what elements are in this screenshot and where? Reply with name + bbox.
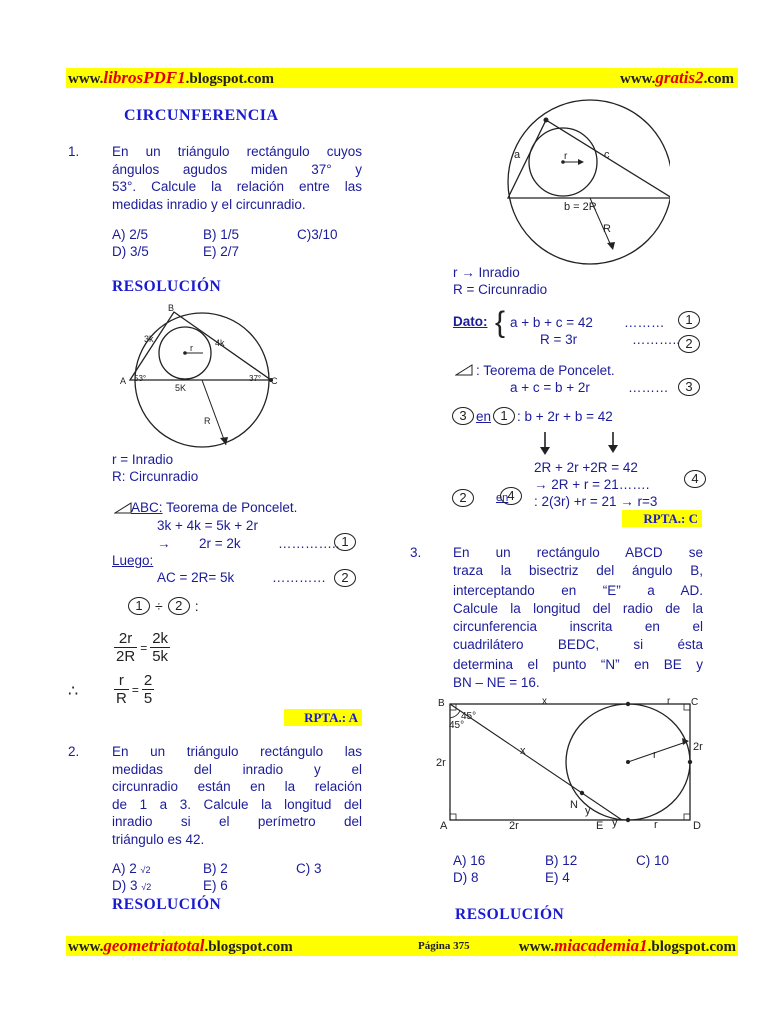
problem3-line: determina el punto “N” en BE y xyxy=(453,657,703,672)
problem1-option-b: B) 1/5 xyxy=(203,227,240,242)
fig3-label: x xyxy=(520,745,526,757)
fig3-label: x xyxy=(542,696,547,707)
problem3-option-a: A) 16 xyxy=(453,853,486,868)
problem2-number: 2. xyxy=(68,744,80,759)
fig3-label: 45° xyxy=(461,711,477,722)
footer-left-url[interactable] xyxy=(68,936,293,957)
problem1-answer: RPTA.: A xyxy=(284,709,362,726)
denominator: 2R xyxy=(116,648,136,665)
header-banner xyxy=(66,68,738,88)
footer-banner xyxy=(66,936,738,956)
fig2-label: R xyxy=(603,223,611,235)
url-brand: geometriatotal xyxy=(103,936,205,955)
tag-circle: 2 xyxy=(452,489,474,507)
fig3-label: A xyxy=(440,820,448,832)
triangle-shape xyxy=(508,120,670,198)
fig3-label: D xyxy=(693,820,701,832)
problem2-substitution-1 xyxy=(452,407,613,425)
fig1-label: B xyxy=(168,303,175,313)
problem3-line: Calcule la longitud del radio de la xyxy=(453,601,703,616)
problem1-resolution-title: RESOLUCIÓN xyxy=(112,278,222,295)
problem1-line: medidas inradio y el circunradio. xyxy=(112,196,306,212)
tag-circle: 1 xyxy=(128,597,150,615)
fig1-label: 37° xyxy=(249,374,262,383)
problem1-division xyxy=(128,597,199,615)
problem1-line: ángulos agudos miden 37° y xyxy=(112,161,362,177)
header-left-url[interactable] xyxy=(68,68,274,89)
header-right-url[interactable] xyxy=(620,68,734,89)
fig2-label: b = 2R xyxy=(564,201,597,213)
url-suffix: .blogspot.com xyxy=(185,71,274,87)
poncelet-text: Teorema de Poncelet. xyxy=(162,500,298,515)
url-brand: miacademia1 xyxy=(554,936,648,955)
fig3-label: 2r xyxy=(509,820,519,832)
problem2-eq3-dots: ……… xyxy=(628,380,669,395)
problem3-resolution-title: RESOLUCIÓN xyxy=(455,906,565,923)
brace: { xyxy=(495,306,506,339)
numerator: 2 xyxy=(143,672,153,689)
fig3-label: 45° xyxy=(449,720,465,731)
problem2-eq6: → 2R + r = 21……. xyxy=(534,477,650,492)
fraction xyxy=(114,630,137,665)
fig3-label: B xyxy=(438,698,445,709)
problem3-line: BN – NE = 16. xyxy=(453,675,540,690)
denominator: 5k xyxy=(152,648,169,665)
tag-circle: 2 xyxy=(334,569,356,587)
therefore-sign: ∴ xyxy=(68,683,79,700)
problem2-line: inradio si el perímetro del xyxy=(112,814,362,829)
problem2-dato: Dato: xyxy=(453,314,488,329)
en-word: en xyxy=(476,408,492,424)
problem2-eq1: a + b + c = 42 xyxy=(510,315,593,330)
problem1-fraction-result xyxy=(114,672,154,707)
problem1-eq2: 2r = 2k xyxy=(199,536,241,551)
problem1-arrow: → xyxy=(157,536,171,551)
fig1-label: 53° xyxy=(134,374,147,383)
tag-circle: 2 xyxy=(678,335,700,353)
denominator: R xyxy=(116,690,127,707)
fig1-label: A xyxy=(120,376,127,386)
problem3-option-d: D) 8 xyxy=(453,870,479,885)
url-prefix: www. xyxy=(518,939,555,955)
page-number: Página 375 xyxy=(418,940,470,952)
tag-circle: 4 xyxy=(684,470,706,488)
equation-tag xyxy=(334,569,356,587)
problem2-option-e: E) 6 xyxy=(203,878,228,893)
fig3-label: C xyxy=(691,697,699,708)
tag-circle: 1 xyxy=(678,311,700,329)
problem2-eq5: 2R + 2r +2R = 42 xyxy=(534,460,638,475)
fraction xyxy=(150,630,170,665)
problem2-poncelet: : Teorema de Poncelet. xyxy=(476,363,615,378)
problem3-option-b: B) 12 xyxy=(545,853,578,868)
url-prefix: www. xyxy=(619,71,656,87)
url-suffix: .com xyxy=(703,71,734,87)
fraction xyxy=(114,672,129,707)
problem1-eq1: 3k + 4k = 5k + 2r xyxy=(157,518,258,533)
problem3-line: cuadrilátero BEDC, si ésta xyxy=(453,637,703,652)
fig3-label: 2r xyxy=(436,757,446,769)
equals-sign: = xyxy=(131,682,139,697)
problem2-eq3: a + c = b + 2r xyxy=(510,380,590,395)
problem2-resolution-title: RESOLUCIÓN xyxy=(112,896,222,913)
tag-circle: 1 xyxy=(334,533,356,551)
problem2-line: En un triángulo rectángulo las xyxy=(112,744,362,759)
equation-tag xyxy=(678,335,700,353)
equation-text: : b + 2r + b = 42 xyxy=(517,408,613,424)
problem2-legend: R = Circunradio xyxy=(453,282,548,297)
problem1-option-a: A) 2/5 xyxy=(112,227,149,242)
equation-tag xyxy=(500,487,522,505)
problem3-number: 3. xyxy=(410,545,422,560)
colon: : xyxy=(194,598,199,614)
divide-sign: ÷ xyxy=(155,598,163,614)
problem2-answer: RPTA.: C xyxy=(622,510,702,527)
problem2-option-c: C) 3 xyxy=(296,861,322,876)
problem2-line: de 1 a 3. Calcule la longitud del xyxy=(112,796,362,812)
sqrt-text: √2 xyxy=(141,882,152,892)
equation-tag xyxy=(334,533,356,551)
problem1-eq3-dots: ………… xyxy=(272,570,326,585)
problem1-legend: R: Circunradio xyxy=(112,469,199,484)
fig3-label: N xyxy=(570,799,578,811)
fig2-label: a xyxy=(514,149,521,161)
problem1-eq3: AC = 2R= 5k xyxy=(157,570,235,585)
right-triangle-icon xyxy=(455,364,473,376)
fig3-label: r xyxy=(654,819,658,831)
fig1-label: 4k xyxy=(215,338,225,348)
triangle-shape xyxy=(130,312,271,380)
numerator: 2k xyxy=(152,630,169,647)
tag-circle: 3 xyxy=(452,407,474,425)
fig1-label: R xyxy=(204,416,211,426)
problem1-number: 1. xyxy=(68,144,80,159)
problem3-option-c: C) 10 xyxy=(636,853,670,868)
problem3-figure xyxy=(425,692,715,834)
option-text: A) 2 xyxy=(112,861,137,876)
problem1-legend: r = Inradio xyxy=(112,452,174,467)
problem1-poncelet xyxy=(131,499,297,517)
problem2-line: circunradio están en la relación xyxy=(112,779,362,794)
tag-circle: 2 xyxy=(168,597,190,615)
problem2-line: medidas del inradio y el xyxy=(112,761,362,777)
equation-tag xyxy=(678,311,700,329)
problem2-eq7: : 2(3r) +r = 21 → r=3 xyxy=(534,494,658,509)
down-arrows-icon xyxy=(535,430,625,456)
fig1-label: 5K xyxy=(175,383,187,393)
problem2-line: triángulo es 42. xyxy=(112,831,205,847)
problem1-option-e: E) 2/7 xyxy=(203,244,240,259)
problem1-line: En un triángulo rectángulo cuyos xyxy=(112,144,362,159)
fig3-label: r xyxy=(667,696,671,707)
problem1-eq2-dots: ………….. xyxy=(278,536,340,551)
tag-circle: 3 xyxy=(678,378,700,396)
fig3-label: y xyxy=(612,817,618,829)
fig1-label: r xyxy=(190,343,193,353)
fig1-label: 3k xyxy=(144,334,154,344)
fig2-label: r xyxy=(564,151,568,162)
url-prefix: www. xyxy=(68,939,104,955)
problem1-luego: Luego: xyxy=(112,553,154,568)
problem3-line: interceptando en “E” a AD. xyxy=(453,583,703,598)
problem1-fraction-eq xyxy=(114,630,170,665)
problem3-option-e: E) 4 xyxy=(545,870,570,885)
fig1-label: C xyxy=(271,376,278,386)
fig3-label: r xyxy=(653,749,657,761)
problem2-eq2: R = 3r xyxy=(540,332,578,347)
fig3-label: y xyxy=(585,805,591,817)
denominator: 5 xyxy=(143,690,153,707)
equation-tag xyxy=(678,378,700,396)
problem2-legend: r → Inradio xyxy=(453,265,520,280)
fig3-label: E xyxy=(596,820,604,832)
equation-tag xyxy=(684,470,706,488)
url-suffix: .blogspot.com xyxy=(204,939,293,955)
en-word: en xyxy=(496,492,509,504)
url-brand: librosPDF1 xyxy=(103,68,186,87)
tag-circle: 4 xyxy=(500,487,522,505)
numerator: 2r xyxy=(114,630,137,648)
footer-right-url[interactable] xyxy=(519,936,736,957)
url-suffix: .blogspot.com xyxy=(647,939,736,955)
equals-sign: = xyxy=(140,640,148,655)
url-brand: gratis2 xyxy=(655,68,704,87)
triangle-name: ABC: xyxy=(131,500,163,515)
right-triangle-icon xyxy=(114,502,132,514)
problem1-line: 53°. Calcule la relación entre las xyxy=(112,179,362,194)
problem1-option-c: C)3/10 xyxy=(297,227,338,242)
option-text: D) 3 xyxy=(112,878,138,893)
problem2-option-b: B) 2 xyxy=(203,861,228,876)
problem1-option-d: D) 3/5 xyxy=(112,244,149,259)
problem3-line: circunferencia inscrita en el xyxy=(453,619,703,634)
sqrt-text: √2 xyxy=(140,865,151,875)
problem3-line: traza la bisectriz del ángulo B, xyxy=(453,563,703,578)
problem2-option-d xyxy=(112,877,151,897)
section-title: CIRCUNFERENCIA xyxy=(124,107,279,124)
problem2-eq1-dots: ……… xyxy=(624,315,665,330)
fig2-label: c xyxy=(604,149,610,161)
fig3-label: 2r xyxy=(693,741,703,753)
url-prefix: www. xyxy=(68,71,104,87)
problem2-figure xyxy=(500,98,670,268)
problem2-eq2-dots: ……….. xyxy=(632,332,681,347)
numerator: r xyxy=(114,672,129,690)
fraction xyxy=(142,672,154,707)
problem3-line: En un rectángulo ABCD se xyxy=(453,545,703,560)
problem1-figure xyxy=(116,300,286,450)
tag-circle: 1 xyxy=(493,407,515,425)
